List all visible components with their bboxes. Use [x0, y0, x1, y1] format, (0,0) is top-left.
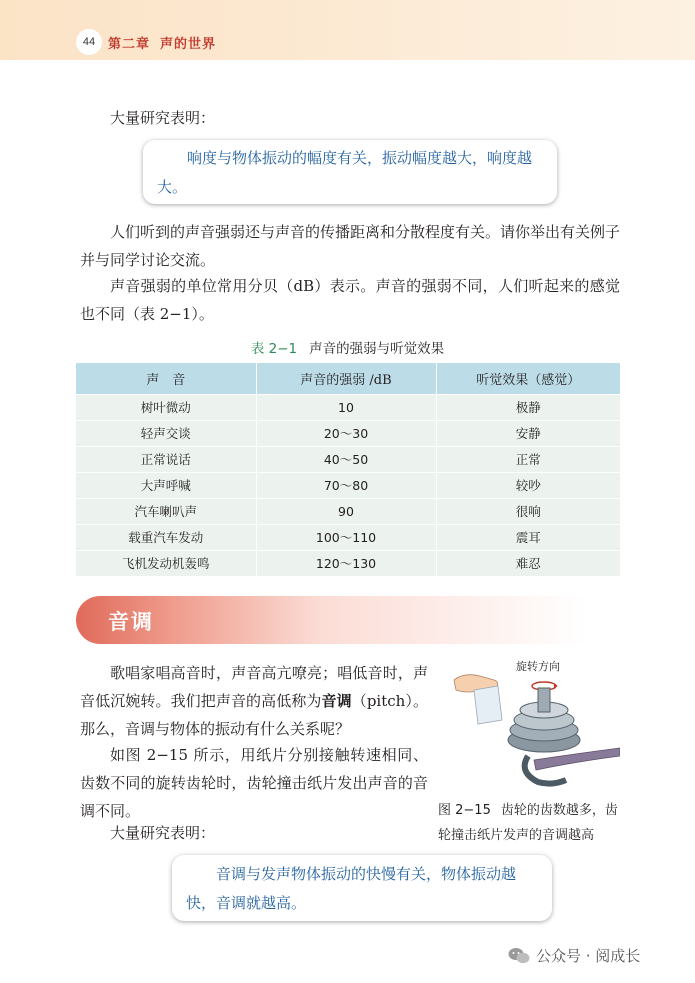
- pitch-text-a: 歌唱家唱高音时，声音高亢嘹亮；唱低音时，声音低沉婉转。我们把声音的高低称为: [80, 664, 428, 710]
- table-cell: 很响: [436, 498, 620, 524]
- table-number: 表 2−1: [250, 341, 298, 357]
- table-cell: 正常: [436, 446, 620, 472]
- paragraph-distance: 人们听到的声音强弱还与声音的传播距离和分散程度有关。请你举出有关例子并与同学讨论交流。: [80, 223, 621, 269]
- table-header-cell: 声 音: [76, 363, 256, 394]
- table-cell: 10: [256, 394, 436, 420]
- table-header-cell: 听觉效果（感觉）: [436, 363, 620, 394]
- table-cell: 70～80: [256, 472, 436, 498]
- table-title: 声音的强弱与听觉效果: [309, 341, 445, 357]
- conclusion-text-pitch: 音调与发声物体振动的快慢有关，物体振动越快，音调就越高。: [186, 865, 517, 912]
- table-cell: 飞机发动机轰鸣: [76, 550, 256, 576]
- table-cell: 100～110: [256, 524, 436, 550]
- conclusion-text-loudness: 响度与物体振动的幅度有关，振动幅度越大，响度越大。: [157, 149, 533, 196]
- table-row: [76, 524, 620, 550]
- chapter-number: 第二章: [108, 37, 151, 52]
- research-lead-1: 大量研究表明：: [110, 109, 216, 127]
- figure-caption: [438, 798, 628, 848]
- table-cell: 较吵: [436, 472, 620, 498]
- research-lead-2: 大量研究表明：: [110, 824, 216, 842]
- table-cell: 极静: [436, 394, 620, 420]
- chapter-title: 声的世界: [160, 37, 217, 52]
- table-cell: 载重汽车发动: [76, 524, 256, 550]
- section-banner: [76, 596, 616, 644]
- chapter-heading: [108, 33, 216, 52]
- table-header-cell: 声音的强弱 /dB: [256, 363, 436, 394]
- paragraph-pitch-intro: [80, 659, 428, 743]
- table-cell: 正常说话: [76, 446, 256, 472]
- table-row: [76, 420, 620, 446]
- table-cell: 大声呼喊: [76, 472, 256, 498]
- table-cell: 安静: [436, 420, 620, 446]
- figure-number: 图 2−15: [438, 803, 491, 818]
- conclusion-box-pitch: [172, 855, 552, 921]
- table-cell: 树叶微动: [76, 394, 256, 420]
- table-row: [76, 498, 620, 524]
- rotation-label: 旋转方向: [516, 660, 560, 673]
- table-row: [76, 550, 620, 576]
- gear-experiment-figure: [444, 656, 620, 792]
- page-header: [0, 0, 695, 60]
- section-title: 音调: [108, 610, 154, 634]
- table-header-row: [76, 363, 620, 394]
- table-cell: 90: [256, 498, 436, 524]
- watermark-text: 公众号 · 阅成长: [536, 947, 641, 965]
- paper-strip-icon: [474, 686, 502, 724]
- pitch-text-b: （pitch）。那么，音调与物体的振动有什么关系呢？: [80, 692, 428, 738]
- table-cell: 汽车喇叭声: [76, 498, 256, 524]
- table-cell: 40～50: [256, 446, 436, 472]
- table-row: [76, 446, 620, 472]
- table-cell: 轻声交谈: [76, 420, 256, 446]
- table-caption: [0, 337, 695, 357]
- pitch-term: 音调: [321, 692, 352, 710]
- table-cell: 20～30: [256, 420, 436, 446]
- sound-level-table: [76, 363, 620, 576]
- wechat-icon: [508, 947, 530, 965]
- paragraph-decibel: 声音强弱的单位常用分贝（dB）表示。声音的强弱不同，人们听起来的感觉也不同（表 2−1）。: [80, 277, 620, 323]
- page-number: 44: [76, 29, 102, 55]
- table-row: [76, 472, 620, 498]
- gear-stack-icon: [508, 688, 580, 752]
- table-cell: 120～130: [256, 550, 436, 576]
- figure-caption-text: 齿轮的齿数越多，齿轮撞击纸片发声的音调越高: [438, 803, 618, 843]
- paragraph-gear-experiment: 如图 2−15 所示，用纸片分别接触转速相同、齿数不同的旋转齿轮时，齿轮撞击纸片发出声音的音调不同。: [80, 746, 428, 820]
- table-row: [76, 394, 620, 420]
- table-cell: 震耳: [436, 524, 620, 550]
- watermark: [508, 945, 640, 966]
- conclusion-box-loudness: [143, 140, 557, 204]
- table-cell: 难忍: [436, 550, 620, 576]
